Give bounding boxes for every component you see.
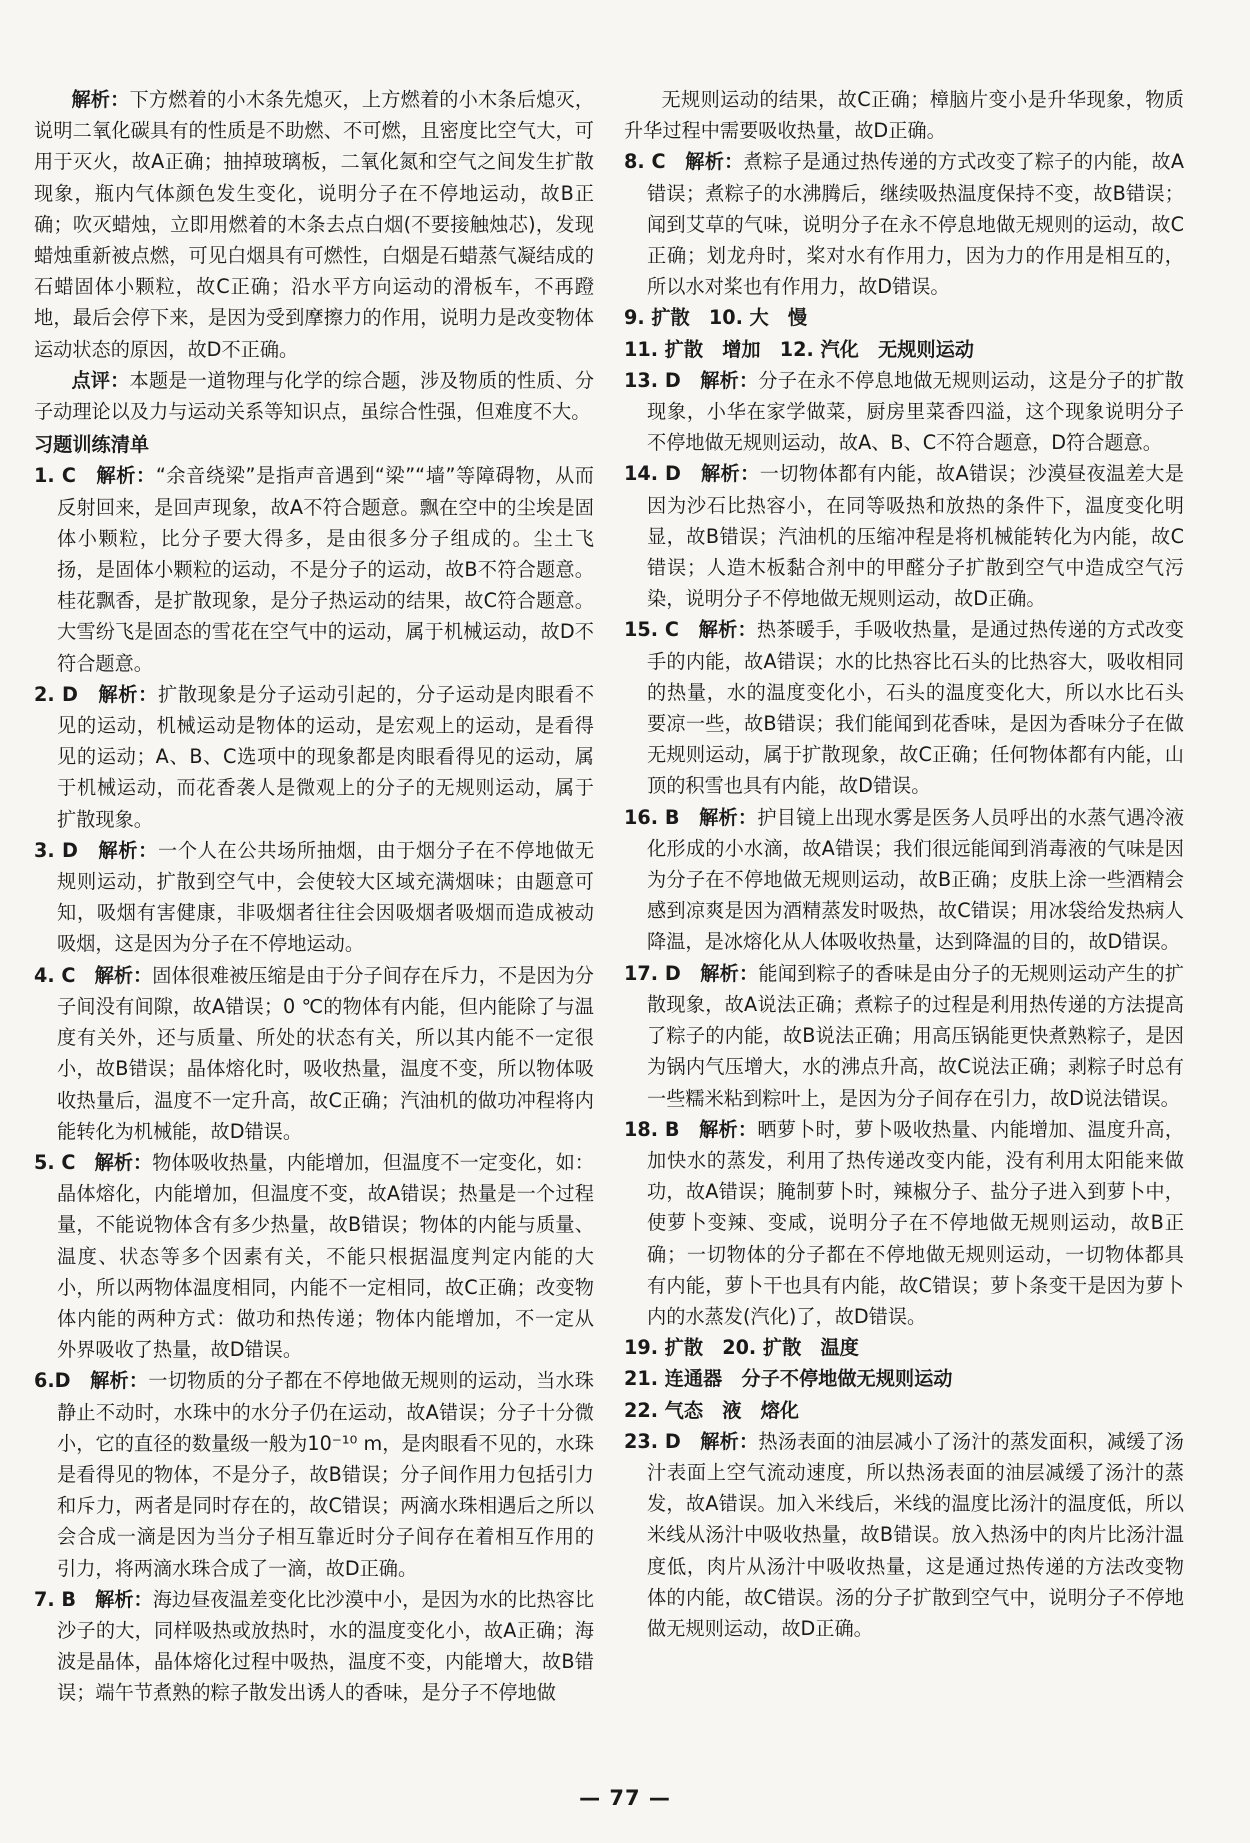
answer-text: 晒萝卜时，萝卜吸收热量、内能增加、温度升高，加快水的蒸发，利用了热传递改变内能，没有利用太阳能来做功，故A错误；腌制萝卜时，辣椒分子、盐分子进入到萝卜中，使萝卜变辣、变咸，说明分子在不停地做无规则运动，故B正确；一切物体的分子都在不停地做无规则运动，一切物体都具有内能，萝卜干也具有内能，故C错误；萝卜条变干是因为萝卜内的水蒸发(汽化)了，故D错误。 (647, 1117, 1185, 1328)
comment-text: 本题是一道物理与化学的综合题，涉及物质的性质、分子动理论以及力与运动关系等知识点，虽综合性强，但难度不大。 (34, 368, 595, 424)
answer-text: 一切物质的分子都在不停地做无规则的运动，当水珠静止不动时，水珠中的水分子仍在运动，故A错误；分子十分微小，它的直径的数量级一般为10⁻¹⁰ m，是肉眼看不见的，水珠是看得见的物体，不是分子，故B错误；分子间作用力包括引力和斥力，两者是同时存在的，故C错误；两滴水珠相遇后之所以会合成一滴是因为当分子相互靠近时分子间存在着相互作用的引力，将两滴水珠合成了一滴，故D正确。 (57, 1369, 594, 1580)
right-column (624, 84, 1184, 1644)
answer-text: 一切物体都有内能，故A错误；沙漠昼夜温差大是因为沙石比热容小，在同等吸热和放热的条件下，温度变化明显，故B错误；汽油机的压缩冲程是将机械能转化为内能，故C错误；人造木板黏合剂中的甲醛分子扩散到空气中造成空气污染，说明分子不停地做无规则运动，故D正确。 (647, 462, 1184, 611)
answer-item (624, 334, 1184, 365)
answer-head: 19. 扩散 20. 扩散 温度 (624, 1336, 859, 1360)
answer-head: 3. D 解析： (34, 838, 158, 862)
left-column (34, 84, 594, 1709)
answer-head: 6.D 解析： (34, 1369, 149, 1393)
answer-item (34, 1584, 594, 1709)
answer-item (34, 1365, 594, 1583)
answer-item (34, 835, 594, 960)
answer-head: 5. C 解析： (34, 1150, 153, 1174)
answer-item (624, 1363, 1184, 1394)
answer-text: 热汤表面的油层减小了汤汁的蒸发面积，减缓了汤汁表面上空气流动速度，所以热汤表面的油层减缓了汤汁的蒸发，故A错误。加入米线后，米线的温度比汤汁的温度低，所以米线从汤汁中吸收热量，故B错误。放入热汤中的肉片比汤汁温度低，肉片从汤汁中吸收热量，这是通过热传递的方法改变物体的内能，故C错误。汤的分子扩散到空气中，说明分子不停地做无规则运动，故D正确。 (647, 1429, 1184, 1640)
answer-head: 23. D 解析： (624, 1429, 759, 1453)
analysis-label: 解析： (71, 88, 130, 111)
page-number: — 77 — (579, 1786, 671, 1810)
answer-head: 18. B 解析： (624, 1117, 758, 1141)
answer-item (624, 458, 1184, 614)
answer-text: 护目镜上出现水雾是医务人员呼出的水蒸气遇冷液化形成的小水滴，故A错误；我们很远能闻到消毒液的气味是因为分子在不停地做无规则运动，故B正确；皮肤上涂一些酒精会感到凉爽是因为酒精蒸发时吸热，故C错误；用冰袋给发热病人降温，是冰熔化从人体吸收热量，达到降温的目的，故D错误。 (647, 805, 1185, 954)
answer-item (34, 960, 594, 1147)
answer-item (624, 146, 1184, 302)
answer-item (624, 614, 1184, 801)
answer-text: 海边昼夜温差变化比沙漠中小，是因为水的比热容比沙子的大，同样吸热或放热时，水的温度变化小，故A正确；海波是晶体，晶体熔化过程中吸热，温度不变，内能增大，故B错误；端午节煮熟的粽子散发出诱人的香味，是分子不停地做 (57, 1587, 595, 1705)
answer-head: 1. C 解析： (34, 464, 156, 488)
analysis-paragraph (34, 84, 594, 365)
answer-item (624, 1395, 1184, 1426)
answer-text: “余音绕梁”是指声音遇到“梁”“墙”等障碍物，从而反射回来，是回声现象，故A不符合题意。飘在空中的尘埃是固体小颗粒，比分子要大得多，是由很多分子组成的。尘土飞扬，是固体小颗粒的运动，不是分子的运动，故B不符合题意。桂花飘香，是扩散现象，是分子热运动的结果，故C符合题意。大雪纷飞是固态的雪花在空气中的运动，属于机械运动，故D不符合题意。 (57, 464, 594, 675)
comment-label: 点评： (71, 368, 130, 392)
answer-item (624, 1332, 1184, 1363)
answer-text: 一个人在公共场所抽烟，由于烟分子在不停地做无规则运动，扩散到空气中，会使较大区域充满烟味；由题意可知，吸烟有害健康，非吸烟者往往会因吸烟者吸烟而造成被动吸烟，这是因为分子在不停地运动。 (57, 838, 595, 956)
answer-text: 热茶暖手，手吸收热量，是通过热传递的方式改变手的内能，故A错误；水的比热容比石头的比热容大，吸收相同的热量，水的温度变化小，石头的温度变化大，所以水比石头要凉一些，故B错误；我们能闻到花香味，是因为香味分子在做无规则运动，属于扩散现象，故C正确；任何物体都有内能，山顶的积雪也具有内能，故D错误。 (647, 618, 1184, 798)
answer-head: 13. D 解析： (624, 368, 759, 392)
answer-head: 7. B 解析： (34, 1587, 153, 1611)
answer-text: 扩散现象是分子运动引起的，分子运动是肉眼看不见的运动，机械运动是物体的运动，是宏观上的运动，是看得见的运动；A、B、C选项中的现象都是肉眼看得见的运动，属于机械运动，而花香袭人是微观上的分子的无规则运动，属于扩散现象。 (57, 682, 595, 831)
answer-text: 能闻到粽子的香味是由分子的无规则运动产生的扩散现象，故A说法正确；煮粽子的过程是利用热传递的方法提高了粽子的内能，故B说法正确；用高压锅能更快煮熟粽子，是因为锅内气压增大，水的沸点升高，故C说法正确；剥粽子时总有一些糯米粘到粽叶上，是因为分子间存在引力，故D说法错误。 (647, 961, 1184, 1110)
answer-item (624, 958, 1184, 1114)
comment-paragraph (34, 365, 594, 427)
answer-item (34, 1147, 594, 1365)
answer-item (624, 802, 1184, 958)
answer-item (624, 365, 1184, 459)
answer-head: 17. D 解析： (624, 961, 759, 985)
answer-head: 14. D 解析： (624, 462, 760, 486)
answer-head: 8. C 解析： (624, 150, 744, 174)
answer-item (624, 1426, 1184, 1644)
answer-head: 16. B 解析： (624, 805, 758, 829)
analysis-text: 下方燃着的小木条先熄灭，上方燃着的小木条后熄灭，说明二氧化碳具有的性质是不助燃、不可燃，且密度比空气大，可用于灭火，故A正确；抽掉玻璃板，二氧化氮和空气之间发生扩散现象，瓶内气体颜色发生变化，说明分子在不停地运动，故B正确；吹灭蜡烛，立即用燃着的木条去点白烟(不要接触烛芯)，发现蜡烛重新被点燃，可见白烟具有可燃性，白烟是石蜡蒸气凝结成的石蜡固体小颗粒，故C正确；沿水平方向运动的滑板车，不再蹬地，最后会停下来，是因为受到摩擦力的作用，说明力是改变物体运动状态的原因，故D不正确。 (34, 88, 595, 361)
answer-text: 分子在永不停息地做无规则运动，这是分子的扩散现象，小华在家学做菜，厨房里菜香四溢，这个现象说明分子不停地做无规则运动，故A、B、C不符合题意，D符合题意。 (647, 368, 1184, 455)
answer-head: 2. D 解析： (34, 682, 158, 706)
answer-item (34, 460, 594, 678)
answer-head: 15. C 解析： (624, 618, 757, 642)
answer-head: 9. 扩散 10. 大 慢 (624, 306, 808, 330)
answer-head: 4. C 解析： (34, 963, 153, 987)
answer-text: 煮粽子是通过热传递的方式改变了粽子的内能，故A错误；煮粽子的水沸腾后，继续吸热温度保持不变，故B错误；闻到艾草的气味，说明分子在永不停息地做无规则的运动，故C正确；划龙舟时，桨对水有作用力，因为力的作用是相互的，所以水对桨也有作用力，故D错误。 (647, 150, 1185, 299)
answer-item (624, 302, 1184, 333)
answer-text: 物体吸收热量，内能增加，但温度不一定变化，如：晶体熔化，内能增加，但温度不变，故A错误；热量是一个过程量，不能说物体含有多少热量，故B错误；物体的内能与质量、温度、状态等多个因素有关，不能只根据温度判定内能的大小，所以两物体温度相同，内能不一定相同，故C正确；改变物体内能的两种方式：做功和热传递；物体内能增加，不一定从外界吸收了热量，故D错误。 (57, 1150, 594, 1362)
continued-text: 无规则运动的结果，故C正确；樟脑片变小是升华现象，物质升华过程中需要吸收热量，故D正确。 (624, 88, 1184, 143)
answer-head: 21. 连通器 分子不停地做无规则运动 (624, 1367, 953, 1391)
answer-item (34, 679, 594, 835)
section-title: 习题训练清单 (34, 433, 150, 457)
answer-head: 11. 扩散 增加 12. 汽化 无规则运动 (624, 337, 974, 361)
answer-text: 固体很难被压缩是由于分子间存在斥力，不是因为分子间没有间隙，故A错误；0 ℃的物体有内能，但内能除了与温度有关外，还与质量、所处的状态有关，所以其内能不一定很小，故B错误；晶体熔化时，吸收热量，温度不变，所以物体吸收热量后，温度不一定升高，故C正确；汽油机的做功冲程将内能转化为机械能，故D错误。 (57, 963, 594, 1143)
answer-item (624, 1114, 1184, 1332)
answer-head: 22. 气态 液 熔化 (624, 1398, 799, 1422)
